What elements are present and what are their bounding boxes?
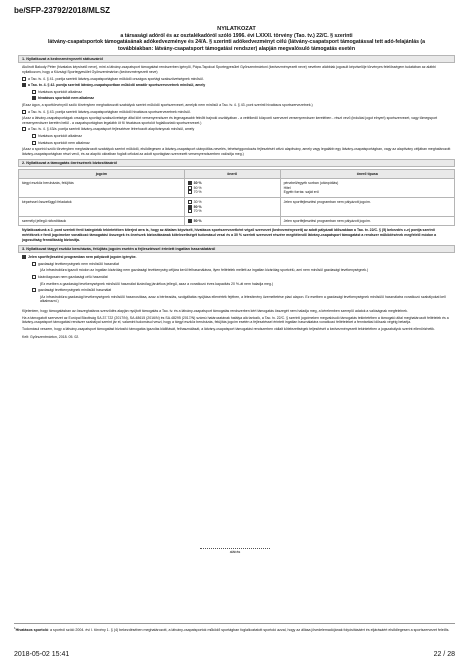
- document-title: [18, 26, 455, 52]
- place-date: Kelt: Győrszentmárton, 2018. 05. 02.: [22, 335, 80, 340]
- option-c: [22, 110, 451, 115]
- footnote: [14, 623, 455, 633]
- title-line: a társasági adóról és az osztalékadóról szóló 1996. évi LXXXI. törvény (Tao. tv.) 22/C. § szerinti: [120, 32, 353, 39]
- option-c-label: a Tao. tv. 4. § 43. pontja szerinti látvány-csapatsportágban működő hivatásos sportszervezetnek minősül.: [28, 109, 191, 114]
- option-a: [22, 77, 451, 82]
- intro-paragraph: Alulírott Bakody Péter (hivatalos képviselő neve), mint a látvány-csapatsport támogatást rendszerben igénylő, Pápa-Tapolcai Sportegyesület Győrszentmártoni (kedvezményezett neve) nevében alábbiak jogosult képviselője törvényes felelősségem tudatában az alábbi nyilatkozom, hogy a Közsági Sportegyesület Győrszentmárton (kedvezményezett neve): [22, 65, 436, 74]
- checkbox-option-b[interactable]: [22, 83, 26, 87]
- percent-label: 50 %: [193, 204, 202, 209]
- onresz-cell: [184, 179, 280, 198]
- table-row: [19, 216, 455, 226]
- percent-checkbox[interactable]: [188, 190, 192, 194]
- use-option-2-label: kizárólagosan nem gazdasági célú használat: [38, 275, 108, 279]
- option-b2-label: hivatásos sportolót nem alkalmaz: [38, 96, 95, 101]
- note-paragraph: (Azaz a látvány-csapatsportágak országos sportági szakszövetsége által kiírt versenyrendszer és legmagasabb felnőtt bajnoki osztályában - a vetélkedő központi szervezet versenyrendszer keretében - részt vevő (indulási jogot elnyert) sportszervezet, vagy tömegsport versenyrendszer keretén belül - a csapatsportágban legalább öt fő hivatásos sportolót foglalkoztató sportszervezet.): [22, 116, 438, 125]
- onresz-cell: [184, 198, 280, 217]
- checkbox-option-d1[interactable]: [32, 134, 36, 138]
- checkbox-option-d[interactable]: [22, 127, 26, 131]
- percent-option: [188, 209, 277, 214]
- tipus-text: Egyéb forrás: saját erő: [283, 190, 319, 195]
- checkbox-option-main[interactable]: [22, 255, 26, 259]
- option-b: [22, 83, 451, 88]
- percent-option: [188, 219, 277, 224]
- checkbox-option-b2[interactable]: [32, 96, 36, 100]
- section-heading: 1. Nyilatkozat a kedvezményezett státuszáról: [18, 55, 455, 63]
- onresz-cell: [184, 216, 280, 226]
- column-header: jogcím: [19, 170, 185, 179]
- section-heading: 3. Nyilatkozat tárgyi eszköz beruházás, felújítás jogcím esetén a fejlesztéssel érintett ingatlan használatáról: [18, 245, 455, 253]
- note-paragraph: (Ezaz ágon, a sporttörvényről szóló törvényben meghatározott szabályok szerint működő sportszervezet, amelyik nem minősül a Tao. tv. 4. § 43. pont szerinti hivatásos sportszervezetnek.): [22, 102, 313, 107]
- checkbox-option-a[interactable]: [22, 77, 26, 81]
- jogcim-cell: tárgyi eszköz beruházás, felújítás: [19, 179, 185, 198]
- percent-checkbox[interactable]: [188, 219, 192, 223]
- tipus-text: Hitel: [283, 185, 291, 190]
- option-d: [22, 127, 451, 132]
- declaration-paragraph: Nyilatkozatunk a 2. pont szerinti fenti kategóriák tekintetében kiterjed arra is, hogy az általam képviselt, hivatásos sportszervezetként végző szervezet (kedvezményezett) az adott pályázati időszakban a Tao. tv. 22/C. § (5) bekezdés c-e) pontja szerinti mértéknek e fenti jogcímekre vonatkozó támogatási összegek és önrészek biztosításának kötelezettségét tudomásul veszi és a 30 % szerinti szervezet részére megítélendő látvány-csapatsport támogatást a rendszer működésének megfelelő módon a jogosultság fennállásáig biztosítja.: [22, 228, 437, 242]
- footnote-text: : a sportról szóló 2004. évi I. törvény 1. § (4) bekezdésében meghatározott, a látvány-csapatsportok működő sportágban foglalkoztatott sportoló azzal, hogy az állása jövedelemadójának folyósításáért és eljárásáért elsődlegesen a sportszervezet felelős.: [48, 628, 450, 633]
- note-paragraph: (Az infrastruktúra igazolt módon az ingatlan kizárólag nem gazdasági tevékenység céljára kerül felhasználásra, ilyen feltételek mellett az ingatlan kizárólag sportcélú, ami nem minősül gazdasági tevékenységnek.): [40, 268, 369, 273]
- use-option-1-label: gazdasági tevékenységnek nem minősülő használat: [38, 261, 119, 266]
- percent-label: 70 %: [193, 209, 202, 214]
- contribution-table: [18, 169, 455, 226]
- jogcim-cell: személyi jellegű ráfordítások: [19, 216, 185, 226]
- option-b-label: a Tao. tv. 4. § 42. pontja szerinti látvány-csapatsportban működő amatőr sportszervezetnek minősül, amely: [28, 83, 206, 88]
- checkbox-use-2[interactable]: [32, 275, 36, 279]
- percent-label: 50 %: [193, 218, 202, 223]
- closing-paragraph: Tudomásul veszem, hogy a látvány-csapatsport támogatást biztosító támogatás igazolás kiállítását, felhasználását, a látvány-csapatsport támogatási rendszerben vállalt kötelezettségek teljesítését a kedvezményezett tekintetében a jogszabályok szerint ellenőrizhetik.: [22, 326, 435, 331]
- tipus-cell: [280, 216, 454, 226]
- checkbox-option-b1[interactable]: [32, 90, 36, 94]
- page-footer: [14, 651, 455, 658]
- table-row: [19, 198, 455, 217]
- title-heading: NYILATKOZAT: [217, 26, 256, 32]
- column-header: önerő: [184, 170, 280, 179]
- section-own-contribution: [18, 159, 455, 242]
- note-paragraph: (Ez esetben a gazdasági tevékenységnek minősülő használat kizárólag járulékos jellegű, azaz a vonatkozó éves kapacitás 20 %-át nem haladja meg.): [40, 281, 274, 286]
- title-line: látvány-csapatsportok támogatásának adókedvezménye és 24/A. § szerinti adókedvezményt célú (látvány-csapatsport támogatással tett adó-felajánlás (a: [47, 39, 426, 46]
- column-header: önerő típusa: [280, 170, 454, 179]
- use-option-1: [32, 262, 451, 267]
- tipus-text: pénzbeli/egyéb sorban (utánpótlás): [283, 181, 339, 186]
- percent-checkbox[interactable]: [188, 205, 192, 209]
- tipus-cell: [280, 198, 454, 217]
- use-option-3: [32, 288, 451, 293]
- option-d2-label: hivatásos sportolót nem alkalmaz: [38, 140, 90, 145]
- checkbox-option-c[interactable]: [22, 110, 26, 114]
- tipus-cell: [280, 179, 454, 198]
- document-reference: be/SFP-23792/2018/MLSZ: [14, 6, 111, 15]
- checkbox-use-1[interactable]: [32, 262, 36, 266]
- footnote-number: 1: [14, 626, 16, 630]
- jogcim-cell: képzéssel összefüggő feladatok: [19, 198, 185, 217]
- percent-label: 50 %: [193, 185, 202, 190]
- percent-checkbox[interactable]: [188, 186, 192, 190]
- note-paragraph: (Az infrastruktúra gazdasági tevékenységnek minősülő hasznosítása, azaz a bérbeadás, szolgáltatás nyújtása ellenérték fejében, a létesítmény üzemeltetése piaci alapon. Ez esetben a gazdasági tevékenységnek minősülő használatra vonatkozó szabályokat kell alkalmazni.): [40, 294, 446, 304]
- footnote-label: Hivatásos sportoló: [15, 628, 49, 633]
- checkbox-use-3[interactable]: [32, 288, 36, 292]
- closing-paragraph: Ha a támogatott szervezet az Európai Bizottság SA.37.722 (2017/N), SA.48615 (2016/N) és SA.48295 (2017/N) számú határozatának hatálya alá tartozik, a Tao. tv. 22/C. § szerinti jogcímeken megvalósuló támogatás tekintetében a támogató által meghatározott feltételek és a látvány-csapatsport támogatási rendszer szabályai szerint jár el, valamint tudomásul veszi, hogy a tárgyi eszköz beruházás, felújítás jogcím esetén a fejlesztéssel érintett ingatlan használatára vonatkozó feltételeket a fenntartási időszak végéig betartja.: [22, 315, 449, 325]
- option-main-label: Jelen sportfejlesztési programban nem pályázott jogcím igénybe.: [28, 255, 137, 260]
- percent-label: 30 %: [193, 200, 202, 205]
- tipus-text: Jelen sportfejlesztési programban nem pályázott jogcím.: [283, 200, 371, 205]
- section-property-use: [18, 245, 455, 304]
- tipus-text: Jelen sportfejlesztési programban nem pályázott jogcím.: [283, 218, 371, 223]
- section-heading: 2. Nyilatkozat a támogatás önrészének biztosításáról: [18, 159, 455, 167]
- option-b1: [32, 90, 451, 95]
- percent-label: 70 %: [193, 190, 202, 195]
- option-b2: [32, 96, 451, 101]
- checkbox-option-d2[interactable]: [32, 141, 36, 145]
- option-d-label: a Tao. tv. 4. § 43/a. pontja szerinti látvány-csapatsport fejlesztésre létrehozott alapítványnak minősül, amely: [28, 127, 195, 132]
- option-d1-label: hivatásos sportolót alkalmaz: [38, 133, 82, 138]
- percent-checkbox[interactable]: [188, 209, 192, 213]
- print-timestamp: 2018-05-02 15:41: [14, 651, 70, 658]
- option-d1: [32, 134, 451, 139]
- title-line: továbbiakban: látvány-csapatsport támogatási rendszer) alapján megvalósuló támogatás esetén: [118, 45, 355, 52]
- note-paragraph: (Azaz a sportról szóló törvényben meghatározott szabályok szerint működő, elsődlegesen a látvány-csapatsport utánpótlás-nevelés, tehetséggondozás fejlesztését célzó alapítvány, amely vagy legalább egy látvány-csapatsportágban, vagy az alapítvány céljában meghatározott látvány-csapatsportágban részt vevő, és az alapító okiratban foglalt célokat az adott sportágban szervezett versenyrendszerben valósítja meg.): [22, 147, 451, 156]
- option-b1-label: hivatásos sportolót alkalmaz: [38, 89, 82, 94]
- percent-checkbox[interactable]: [188, 200, 192, 204]
- use-option-3-label: gazdasági tevékenységnek minősülő használat: [38, 288, 112, 293]
- document-body: [18, 26, 455, 342]
- use-option-2: [32, 275, 451, 280]
- option-d2: [32, 141, 451, 146]
- option-main: [22, 255, 451, 260]
- table-row: [19, 179, 455, 198]
- percent-label: 30 %: [193, 181, 202, 186]
- signature-line: aláírás: [200, 548, 270, 554]
- option-a-label: a Tao. tv. 4. § 41. pontja szerinti látvány-csapatsportágban működő országos sportági szakszövetségnek minősül.: [28, 76, 204, 81]
- section-status: [18, 55, 455, 156]
- percent-option: [188, 190, 277, 195]
- page-number: 22 / 28: [433, 651, 455, 658]
- closing-paragraph: Kijelentem, hogy támogatásban az összeghatáros szerződés alapján nyújtott támogatás a Tao. tv. és a látvány-csapatsport támogatás rendszerben kért támogatás összegét nem haladja meg, a kérelemben szereplő adatok a valóságnak megfelelnek.: [22, 308, 408, 313]
- percent-checkbox[interactable]: [188, 181, 192, 185]
